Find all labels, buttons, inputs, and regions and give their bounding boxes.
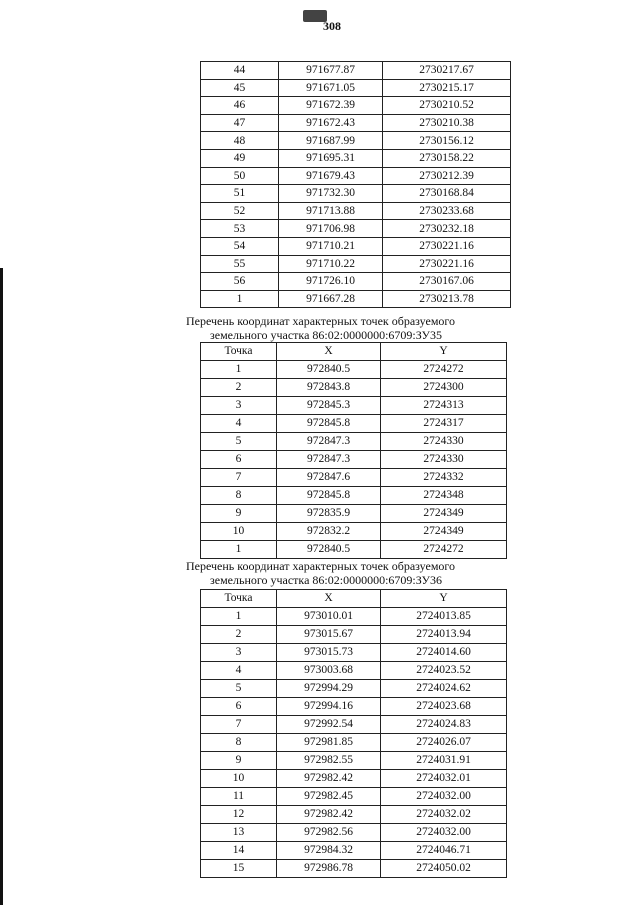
- table-row: [201, 734, 507, 752]
- cell-x: 973015.67: [277, 626, 381, 644]
- scan-edge-line: [0, 268, 3, 905]
- table-body: [201, 361, 507, 559]
- cell-y: 2730232.18: [383, 220, 511, 238]
- cell-point: 53: [201, 220, 279, 238]
- cell-x: 971706.98: [279, 220, 383, 238]
- cell-x: 971671.05: [279, 79, 383, 97]
- cell-x: 972982.42: [277, 806, 381, 824]
- cell-x: 972845.8: [277, 487, 381, 505]
- cell-point: 12: [201, 806, 277, 824]
- coordinates-table-continued: [200, 61, 511, 308]
- header-point: Точка: [201, 343, 277, 361]
- cell-x: 972845.3: [277, 397, 381, 415]
- table-row: [201, 202, 511, 220]
- cell-point: 4: [201, 662, 277, 680]
- cell-x: 972847.6: [277, 469, 381, 487]
- table-row: [201, 114, 511, 132]
- cell-x: 971710.21: [279, 237, 383, 255]
- cell-y: 2724349: [381, 523, 507, 541]
- cell-point: 47: [201, 114, 279, 132]
- table-row: [201, 842, 507, 860]
- cell-x: 972982.45: [277, 788, 381, 806]
- table-row: [201, 361, 507, 379]
- cell-point: 6: [201, 451, 277, 469]
- cell-point: 49: [201, 149, 279, 167]
- cell-x: 971726.10: [279, 273, 383, 291]
- cell-point: 51: [201, 185, 279, 203]
- cell-point: 6: [201, 698, 277, 716]
- cell-point: 9: [201, 505, 277, 523]
- cell-point: 9: [201, 752, 277, 770]
- cell-point: 3: [201, 397, 277, 415]
- cell-x: 971677.87: [279, 62, 383, 80]
- cell-y: 2724300: [381, 379, 507, 397]
- table-row: [201, 662, 507, 680]
- cell-y: 2724013.85: [381, 608, 507, 626]
- table-row: [201, 752, 507, 770]
- cell-y: 2724023.68: [381, 698, 507, 716]
- cell-y: 2730168.84: [383, 185, 511, 203]
- header-point: Точка: [201, 590, 277, 608]
- cell-point: 54: [201, 237, 279, 255]
- table-row: [201, 397, 507, 415]
- cell-y: 2724031.91: [381, 752, 507, 770]
- coordinates-table-zu36: [200, 589, 507, 878]
- cell-x: 972981.85: [277, 734, 381, 752]
- table-caption-zu36-line2: земельного участка 86:02:0000000:6709:ЗУ36: [210, 573, 442, 587]
- cell-point: 8: [201, 734, 277, 752]
- cell-point: 15: [201, 860, 277, 878]
- table-row: [201, 626, 507, 644]
- cell-y: 2724050.02: [381, 860, 507, 878]
- table-row: [201, 806, 507, 824]
- cell-x: 971672.39: [279, 97, 383, 115]
- header-row: [201, 590, 507, 608]
- cell-x: 972845.8: [277, 415, 381, 433]
- table-row: [201, 79, 511, 97]
- table-row: [201, 644, 507, 662]
- table-row: [201, 433, 507, 451]
- cell-y: 2730212.39: [383, 167, 511, 185]
- cell-y: 2724046.71: [381, 842, 507, 860]
- cell-point: 4: [201, 415, 277, 433]
- cell-y: 2724348: [381, 487, 507, 505]
- cell-x: 971732.30: [279, 185, 383, 203]
- table-row: [201, 523, 507, 541]
- cell-y: 2724317: [381, 415, 507, 433]
- cell-x: 971672.43: [279, 114, 383, 132]
- cell-point: 10: [201, 770, 277, 788]
- table-row: [201, 608, 507, 626]
- table-row: [201, 290, 511, 308]
- table-caption-zu36-line1: Перечень координат характерных точек образуемого: [186, 559, 456, 573]
- cell-y: 2724349: [381, 505, 507, 523]
- table-row: [201, 716, 507, 734]
- table-row: [201, 487, 507, 505]
- table-body: [201, 608, 507, 878]
- cell-point: 5: [201, 433, 277, 451]
- table-row: [201, 379, 507, 397]
- table-row: [201, 237, 511, 255]
- cell-point: 14: [201, 842, 277, 860]
- cell-y: 2730215.17: [383, 79, 511, 97]
- cell-x: 971679.43: [279, 167, 383, 185]
- table-row: [201, 541, 507, 559]
- cell-y: 2730158.22: [383, 149, 511, 167]
- table-row: [201, 220, 511, 238]
- table-row: [201, 132, 511, 150]
- table-row: [201, 167, 511, 185]
- cell-point: 48: [201, 132, 279, 150]
- cell-x: 972992.54: [277, 716, 381, 734]
- table-row: [201, 415, 507, 433]
- cell-x: 972986.78: [277, 860, 381, 878]
- cell-x: 972840.5: [277, 361, 381, 379]
- cell-x: 971713.88: [279, 202, 383, 220]
- table-caption-zu35-line1: Перечень координат характерных точек образуемого: [186, 314, 456, 328]
- cell-x: 972982.42: [277, 770, 381, 788]
- page-number: 308: [323, 19, 341, 33]
- cell-y: 2730210.52: [383, 97, 511, 115]
- cell-y: 2724330: [381, 451, 507, 469]
- cell-point: 2: [201, 379, 277, 397]
- table-row: [201, 255, 511, 273]
- coordinates-table-zu35: [200, 342, 507, 559]
- table-row: [201, 185, 511, 203]
- cell-y: 2724272: [381, 361, 507, 379]
- cell-point: 55: [201, 255, 279, 273]
- table-row: [201, 698, 507, 716]
- cell-x: 972832.2: [277, 523, 381, 541]
- table-row: [201, 62, 511, 80]
- table-row: [201, 505, 507, 523]
- cell-point: 52: [201, 202, 279, 220]
- cell-y: 2730210.38: [383, 114, 511, 132]
- cell-y: 2724032.01: [381, 770, 507, 788]
- cell-point: 11: [201, 788, 277, 806]
- cell-y: 2730221.16: [383, 255, 511, 273]
- header-x: X: [277, 343, 381, 361]
- cell-y: 2730167.06: [383, 273, 511, 291]
- cell-x: 971687.99: [279, 132, 383, 150]
- cell-x: 972994.16: [277, 698, 381, 716]
- header-y: Y: [381, 590, 507, 608]
- table-row: [201, 451, 507, 469]
- cell-point: 13: [201, 824, 277, 842]
- cell-y: 2724024.83: [381, 716, 507, 734]
- table-row: [201, 149, 511, 167]
- cell-x: 972847.3: [277, 451, 381, 469]
- table-row: [201, 860, 507, 878]
- table-row: [201, 824, 507, 842]
- cell-point: 1: [201, 608, 277, 626]
- table-header: [201, 590, 507, 608]
- cell-x: 972835.9: [277, 505, 381, 523]
- cell-x: 971667.28: [279, 290, 383, 308]
- cell-point: 44: [201, 62, 279, 80]
- cell-point: 3: [201, 644, 277, 662]
- table-row: [201, 680, 507, 698]
- cell-point: 1: [201, 290, 279, 308]
- cell-point: 1: [201, 541, 277, 559]
- cell-y: 2730233.68: [383, 202, 511, 220]
- table-row: [201, 469, 507, 487]
- cell-point: 46: [201, 97, 279, 115]
- cell-point: 8: [201, 487, 277, 505]
- cell-y: 2730217.67: [383, 62, 511, 80]
- cell-x: 972982.55: [277, 752, 381, 770]
- table-row: [201, 97, 511, 115]
- cell-point: 56: [201, 273, 279, 291]
- header-row: [201, 343, 507, 361]
- cell-point: 5: [201, 680, 277, 698]
- table-row: [201, 770, 507, 788]
- table-caption-zu35-line2: земельного участка 86:02:0000000:6709:ЗУ35: [210, 328, 442, 342]
- cell-y: 2724013.94: [381, 626, 507, 644]
- cell-x: 973010.01: [277, 608, 381, 626]
- cell-y: 2724330: [381, 433, 507, 451]
- cell-point: 50: [201, 167, 279, 185]
- header-x: X: [277, 590, 381, 608]
- cell-x: 972982.56: [277, 824, 381, 842]
- cell-x: 972984.32: [277, 842, 381, 860]
- cell-x: 971710.22: [279, 255, 383, 273]
- cell-x: 972840.5: [277, 541, 381, 559]
- table-header: [201, 343, 507, 361]
- cell-y: 2730156.12: [383, 132, 511, 150]
- cell-x: 972847.3: [277, 433, 381, 451]
- cell-y: 2724024.62: [381, 680, 507, 698]
- cell-y: 2730221.16: [383, 237, 511, 255]
- cell-point: 7: [201, 716, 277, 734]
- cell-point: 45: [201, 79, 279, 97]
- cell-x: 972843.8: [277, 379, 381, 397]
- cell-x: 972994.29: [277, 680, 381, 698]
- cell-y: 2724332: [381, 469, 507, 487]
- header-y: Y: [381, 343, 507, 361]
- cell-y: 2724032.00: [381, 824, 507, 842]
- cell-point: 7: [201, 469, 277, 487]
- cell-y: 2724032.02: [381, 806, 507, 824]
- cell-x: 971695.31: [279, 149, 383, 167]
- cell-y: 2724272: [381, 541, 507, 559]
- cell-y: 2730213.78: [383, 290, 511, 308]
- cell-y: 2724026.07: [381, 734, 507, 752]
- cell-x: 973003.68: [277, 662, 381, 680]
- cell-point: 2: [201, 626, 277, 644]
- cell-x: 973015.73: [277, 644, 381, 662]
- table-row: [201, 788, 507, 806]
- cell-point: 1: [201, 361, 277, 379]
- cell-y: 2724313: [381, 397, 507, 415]
- table-body: [201, 62, 511, 308]
- cell-y: 2724014.60: [381, 644, 507, 662]
- table-row: [201, 273, 511, 291]
- cell-point: 10: [201, 523, 277, 541]
- cell-y: 2724023.52: [381, 662, 507, 680]
- cell-y: 2724032.00: [381, 788, 507, 806]
